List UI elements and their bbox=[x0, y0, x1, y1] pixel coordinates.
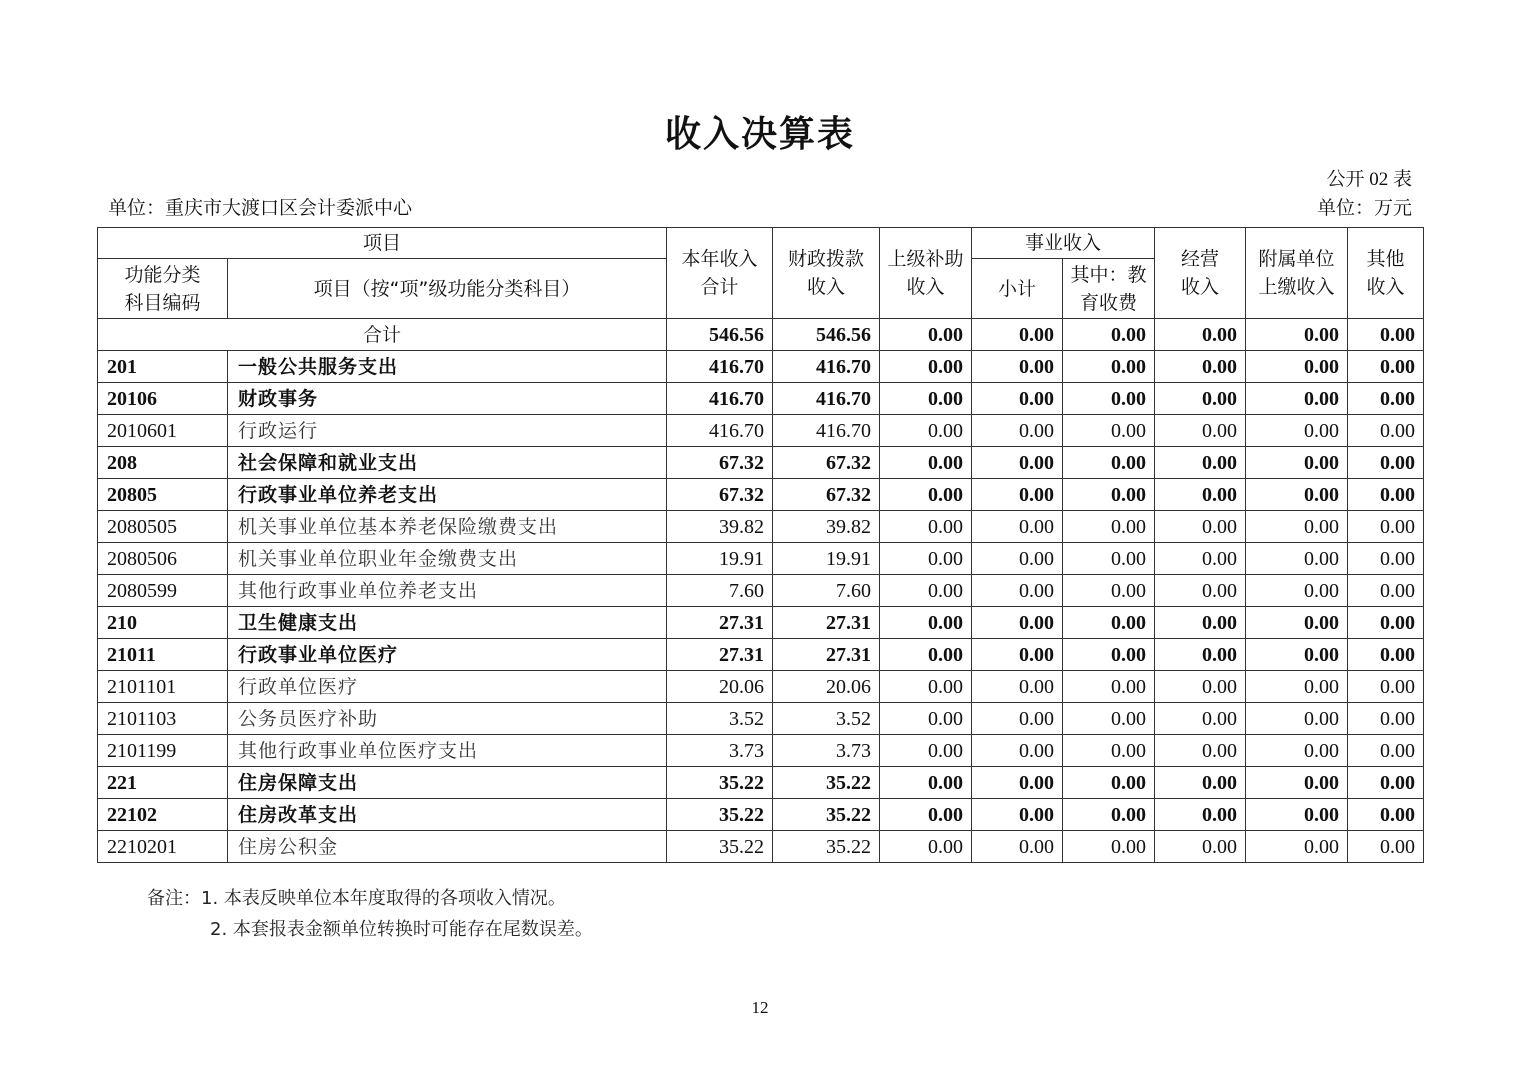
row-name: 其他行政事业单位养老支出 bbox=[228, 575, 667, 607]
row-value: 0.00 bbox=[880, 575, 972, 607]
row-value: 0.00 bbox=[1155, 415, 1246, 447]
row-value: 0.00 bbox=[1348, 607, 1424, 639]
row-value: 20.06 bbox=[773, 671, 880, 703]
row-value: 0.00 bbox=[1155, 767, 1246, 799]
header-operating-label: 经营收入 bbox=[1181, 248, 1220, 298]
row-value: 0.00 bbox=[1063, 479, 1155, 511]
row-value: 416.70 bbox=[773, 351, 880, 383]
total-value: 546.56 bbox=[773, 319, 880, 351]
row-value: 0.00 bbox=[1246, 511, 1348, 543]
total-row bbox=[98, 319, 1424, 351]
row-value: 0.00 bbox=[972, 735, 1063, 767]
row-value: 35.22 bbox=[667, 767, 773, 799]
row-name: 机关事业单位基本养老保险缴费支出 bbox=[228, 511, 667, 543]
row-value: 0.00 bbox=[1246, 447, 1348, 479]
row-value: 0.00 bbox=[880, 799, 972, 831]
row-code: 2080506 bbox=[98, 543, 228, 575]
row-code: 20106 bbox=[98, 383, 228, 415]
table-row bbox=[98, 671, 1424, 703]
row-name: 行政运行 bbox=[228, 415, 667, 447]
row-value: 0.00 bbox=[1246, 607, 1348, 639]
row-value: 3.73 bbox=[773, 735, 880, 767]
row-value: 0.00 bbox=[1063, 767, 1155, 799]
form-number: 公开 02 表 bbox=[1326, 169, 1412, 190]
row-value: 0.00 bbox=[1348, 351, 1424, 383]
row-value: 0.00 bbox=[1063, 799, 1155, 831]
row-value: 0.00 bbox=[1246, 351, 1348, 383]
row-code: 201 bbox=[98, 351, 228, 383]
row-value: 0.00 bbox=[972, 351, 1063, 383]
table-row bbox=[98, 479, 1424, 511]
row-value: 0.00 bbox=[1348, 383, 1424, 415]
row-value: 0.00 bbox=[880, 767, 972, 799]
row-value: 0.00 bbox=[972, 671, 1063, 703]
row-value: 0.00 bbox=[1063, 415, 1155, 447]
row-value: 0.00 bbox=[972, 415, 1063, 447]
table-row bbox=[98, 735, 1424, 767]
row-code: 2080599 bbox=[98, 575, 228, 607]
row-value: 67.32 bbox=[773, 479, 880, 511]
row-value: 35.22 bbox=[773, 831, 880, 863]
row-value: 0.00 bbox=[1246, 543, 1348, 575]
row-code: 2101103 bbox=[98, 703, 228, 735]
row-value: 0.00 bbox=[1155, 639, 1246, 671]
row-name: 财政事务 bbox=[228, 383, 667, 415]
row-value: 0.00 bbox=[1348, 415, 1424, 447]
row-value: 0.00 bbox=[1063, 735, 1155, 767]
row-value: 0.00 bbox=[1246, 383, 1348, 415]
header-career-income: 事业收入 bbox=[972, 228, 1155, 259]
row-value: 0.00 bbox=[1063, 607, 1155, 639]
row-value: 0.00 bbox=[1246, 639, 1348, 671]
row-value: 0.00 bbox=[880, 703, 972, 735]
total-value: 0.00 bbox=[972, 319, 1063, 351]
header-name-label: 项目（按“项”级功能分类科目） bbox=[313, 277, 581, 300]
total-value: 0.00 bbox=[1063, 319, 1155, 351]
row-name: 机关事业单位职业年金缴费支出 bbox=[228, 543, 667, 575]
row-value: 0.00 bbox=[1155, 671, 1246, 703]
row-value: 0.00 bbox=[1155, 479, 1246, 511]
header-fiscal-appropriation bbox=[773, 228, 880, 319]
table-row bbox=[98, 639, 1424, 671]
note-line-2: 2. 本套报表金额单位转换时可能存在尾数误差。 bbox=[210, 919, 593, 940]
row-value: 35.22 bbox=[667, 831, 773, 863]
row-value: 0.00 bbox=[972, 703, 1063, 735]
row-name: 其他行政事业单位医疗支出 bbox=[228, 735, 667, 767]
row-value: 0.00 bbox=[1155, 735, 1246, 767]
row-name: 行政事业单位医疗 bbox=[228, 639, 667, 671]
row-value: 0.00 bbox=[1348, 479, 1424, 511]
row-name: 卫生健康支出 bbox=[228, 607, 667, 639]
row-name: 住房保障支出 bbox=[228, 767, 667, 799]
header-affiliate-label: 附属单位上缴收入 bbox=[1258, 248, 1335, 298]
row-value: 7.60 bbox=[667, 575, 773, 607]
row-value: 0.00 bbox=[1155, 511, 1246, 543]
header-affiliate-income bbox=[1246, 228, 1348, 319]
table-row bbox=[98, 799, 1424, 831]
row-value: 0.00 bbox=[972, 543, 1063, 575]
row-value: 0.00 bbox=[1348, 543, 1424, 575]
header-career-education-label: 其中：教育收费 bbox=[1070, 263, 1147, 314]
total-value: 546.56 bbox=[667, 319, 773, 351]
header-code-label: 功能分类科目编码 bbox=[124, 263, 201, 314]
row-value: 0.00 bbox=[1246, 767, 1348, 799]
row-value: 0.00 bbox=[1063, 831, 1155, 863]
row-value: 0.00 bbox=[1155, 383, 1246, 415]
row-value: 0.00 bbox=[1155, 351, 1246, 383]
row-value: 39.82 bbox=[667, 511, 773, 543]
header-code bbox=[98, 259, 228, 319]
row-value: 0.00 bbox=[1063, 383, 1155, 415]
row-value: 0.00 bbox=[1348, 511, 1424, 543]
header-name bbox=[228, 259, 667, 319]
page-title: 收入决算表 bbox=[664, 114, 855, 155]
row-code: 2010601 bbox=[98, 415, 228, 447]
row-name: 一般公共服务支出 bbox=[228, 351, 667, 383]
header-total-income bbox=[667, 228, 773, 319]
row-value: 35.22 bbox=[773, 799, 880, 831]
row-value: 0.00 bbox=[972, 511, 1063, 543]
table-row bbox=[98, 575, 1424, 607]
table-row bbox=[98, 543, 1424, 575]
row-value: 416.70 bbox=[773, 415, 880, 447]
notes bbox=[147, 883, 593, 945]
header-upper-subsidy bbox=[880, 228, 972, 319]
income-table bbox=[97, 227, 1424, 863]
row-value: 0.00 bbox=[1348, 575, 1424, 607]
row-value: 0.00 bbox=[1348, 831, 1424, 863]
row-value: 0.00 bbox=[972, 575, 1063, 607]
row-value: 0.00 bbox=[880, 479, 972, 511]
row-value: 0.00 bbox=[1063, 575, 1155, 607]
row-value: 0.00 bbox=[880, 735, 972, 767]
row-value: 416.70 bbox=[667, 383, 773, 415]
row-value: 3.52 bbox=[773, 703, 880, 735]
row-value: 0.00 bbox=[1155, 543, 1246, 575]
row-value: 416.70 bbox=[667, 351, 773, 383]
row-value: 27.31 bbox=[773, 607, 880, 639]
row-value: 0.00 bbox=[1246, 799, 1348, 831]
row-value: 0.00 bbox=[972, 383, 1063, 415]
row-value: 3.73 bbox=[667, 735, 773, 767]
header-operating-income bbox=[1155, 228, 1246, 319]
row-value: 0.00 bbox=[1063, 543, 1155, 575]
row-value: 0.00 bbox=[1155, 607, 1246, 639]
row-value: 20.06 bbox=[667, 671, 773, 703]
row-value: 67.32 bbox=[667, 447, 773, 479]
row-value: 0.00 bbox=[1246, 479, 1348, 511]
row-value: 0.00 bbox=[1246, 831, 1348, 863]
total-value: 0.00 bbox=[1348, 319, 1424, 351]
row-value: 0.00 bbox=[880, 543, 972, 575]
header-upper-label: 上级补助收入 bbox=[887, 248, 964, 298]
row-value: 0.00 bbox=[1348, 447, 1424, 479]
row-value: 0.00 bbox=[1063, 703, 1155, 735]
row-value: 19.91 bbox=[773, 543, 880, 575]
table-row bbox=[98, 351, 1424, 383]
row-value: 0.00 bbox=[1155, 831, 1246, 863]
total-label: 合计 bbox=[98, 319, 667, 351]
row-value: 0.00 bbox=[972, 799, 1063, 831]
row-value: 0.00 bbox=[880, 639, 972, 671]
header-other-income bbox=[1348, 228, 1424, 319]
currency-unit: 单位：万元 bbox=[1316, 198, 1412, 219]
row-value: 0.00 bbox=[880, 607, 972, 639]
row-value: 0.00 bbox=[880, 511, 972, 543]
header-career-education bbox=[1063, 259, 1155, 319]
row-name: 社会保障和就业支出 bbox=[228, 447, 667, 479]
row-value: 0.00 bbox=[1246, 735, 1348, 767]
row-value: 0.00 bbox=[880, 415, 972, 447]
row-value: 67.32 bbox=[773, 447, 880, 479]
header-fiscal-label: 财政拨款收入 bbox=[788, 248, 865, 298]
row-value: 0.00 bbox=[972, 639, 1063, 671]
row-value: 0.00 bbox=[1348, 703, 1424, 735]
row-value: 0.00 bbox=[1348, 799, 1424, 831]
row-value: 27.31 bbox=[667, 607, 773, 639]
row-value: 0.00 bbox=[1348, 735, 1424, 767]
row-value: 0.00 bbox=[972, 767, 1063, 799]
total-value: 0.00 bbox=[1155, 319, 1246, 351]
row-value: 0.00 bbox=[1063, 639, 1155, 671]
row-value: 0.00 bbox=[1155, 703, 1246, 735]
row-value: 0.00 bbox=[1348, 639, 1424, 671]
row-value: 0.00 bbox=[1348, 767, 1424, 799]
row-name: 住房改革支出 bbox=[228, 799, 667, 831]
row-code: 21011 bbox=[98, 639, 228, 671]
header-other-label: 其他收入 bbox=[1366, 248, 1405, 298]
note-line-1: 备注：1. 本表反映单位本年度取得的各项收入情况。 bbox=[147, 888, 566, 909]
row-value: 0.00 bbox=[972, 831, 1063, 863]
row-value: 416.70 bbox=[667, 415, 773, 447]
row-value: 0.00 bbox=[1246, 671, 1348, 703]
row-code: 2210201 bbox=[98, 831, 228, 863]
table-row bbox=[98, 703, 1424, 735]
header-item: 项目 bbox=[98, 228, 667, 259]
total-value: 0.00 bbox=[880, 319, 972, 351]
table-row bbox=[98, 415, 1424, 447]
row-value: 0.00 bbox=[880, 671, 972, 703]
total-value: 0.00 bbox=[1246, 319, 1348, 351]
row-code: 208 bbox=[98, 447, 228, 479]
row-value: 0.00 bbox=[880, 447, 972, 479]
row-value: 0.00 bbox=[1246, 415, 1348, 447]
row-value: 0.00 bbox=[1246, 703, 1348, 735]
row-value: 35.22 bbox=[667, 799, 773, 831]
row-value: 0.00 bbox=[1063, 447, 1155, 479]
row-value: 3.52 bbox=[667, 703, 773, 735]
row-value: 0.00 bbox=[1063, 671, 1155, 703]
row-value: 0.00 bbox=[1246, 575, 1348, 607]
row-value: 0.00 bbox=[1348, 671, 1424, 703]
table-row bbox=[98, 767, 1424, 799]
table-row bbox=[98, 831, 1424, 863]
table-row bbox=[98, 511, 1424, 543]
row-value: 0.00 bbox=[1155, 447, 1246, 479]
row-value: 27.31 bbox=[773, 639, 880, 671]
row-value: 35.22 bbox=[773, 767, 880, 799]
row-value: 0.00 bbox=[1155, 575, 1246, 607]
row-code: 20805 bbox=[98, 479, 228, 511]
row-code: 210 bbox=[98, 607, 228, 639]
row-value: 0.00 bbox=[1063, 511, 1155, 543]
table-row bbox=[98, 383, 1424, 415]
row-value: 7.60 bbox=[773, 575, 880, 607]
row-value: 416.70 bbox=[773, 383, 880, 415]
row-value: 0.00 bbox=[972, 479, 1063, 511]
row-value: 0.00 bbox=[972, 447, 1063, 479]
header-career-subtotal: 小计 bbox=[972, 259, 1063, 319]
row-name: 行政单位医疗 bbox=[228, 671, 667, 703]
row-value: 67.32 bbox=[667, 479, 773, 511]
row-value: 0.00 bbox=[972, 607, 1063, 639]
table-row bbox=[98, 447, 1424, 479]
reporting-unit: 单位：重庆市大渡口区会计委派中心 bbox=[108, 198, 413, 219]
row-code: 2101101 bbox=[98, 671, 228, 703]
row-value: 0.00 bbox=[1063, 351, 1155, 383]
row-value: 0.00 bbox=[880, 831, 972, 863]
row-code: 221 bbox=[98, 767, 228, 799]
row-value: 27.31 bbox=[667, 639, 773, 671]
row-name: 行政事业单位养老支出 bbox=[228, 479, 667, 511]
row-code: 2101199 bbox=[98, 735, 228, 767]
row-value: 0.00 bbox=[1155, 799, 1246, 831]
row-value: 19.91 bbox=[667, 543, 773, 575]
row-value: 0.00 bbox=[880, 383, 972, 415]
row-name: 住房公积金 bbox=[228, 831, 667, 863]
page-number: 12 bbox=[751, 998, 769, 1017]
row-value: 0.00 bbox=[880, 351, 972, 383]
table-row bbox=[98, 607, 1424, 639]
row-value: 39.82 bbox=[773, 511, 880, 543]
row-code: 2080505 bbox=[98, 511, 228, 543]
header-total-income-label: 本年收入合计 bbox=[681, 248, 758, 298]
row-name: 公务员医疗补助 bbox=[228, 703, 667, 735]
row-code: 22102 bbox=[98, 799, 228, 831]
